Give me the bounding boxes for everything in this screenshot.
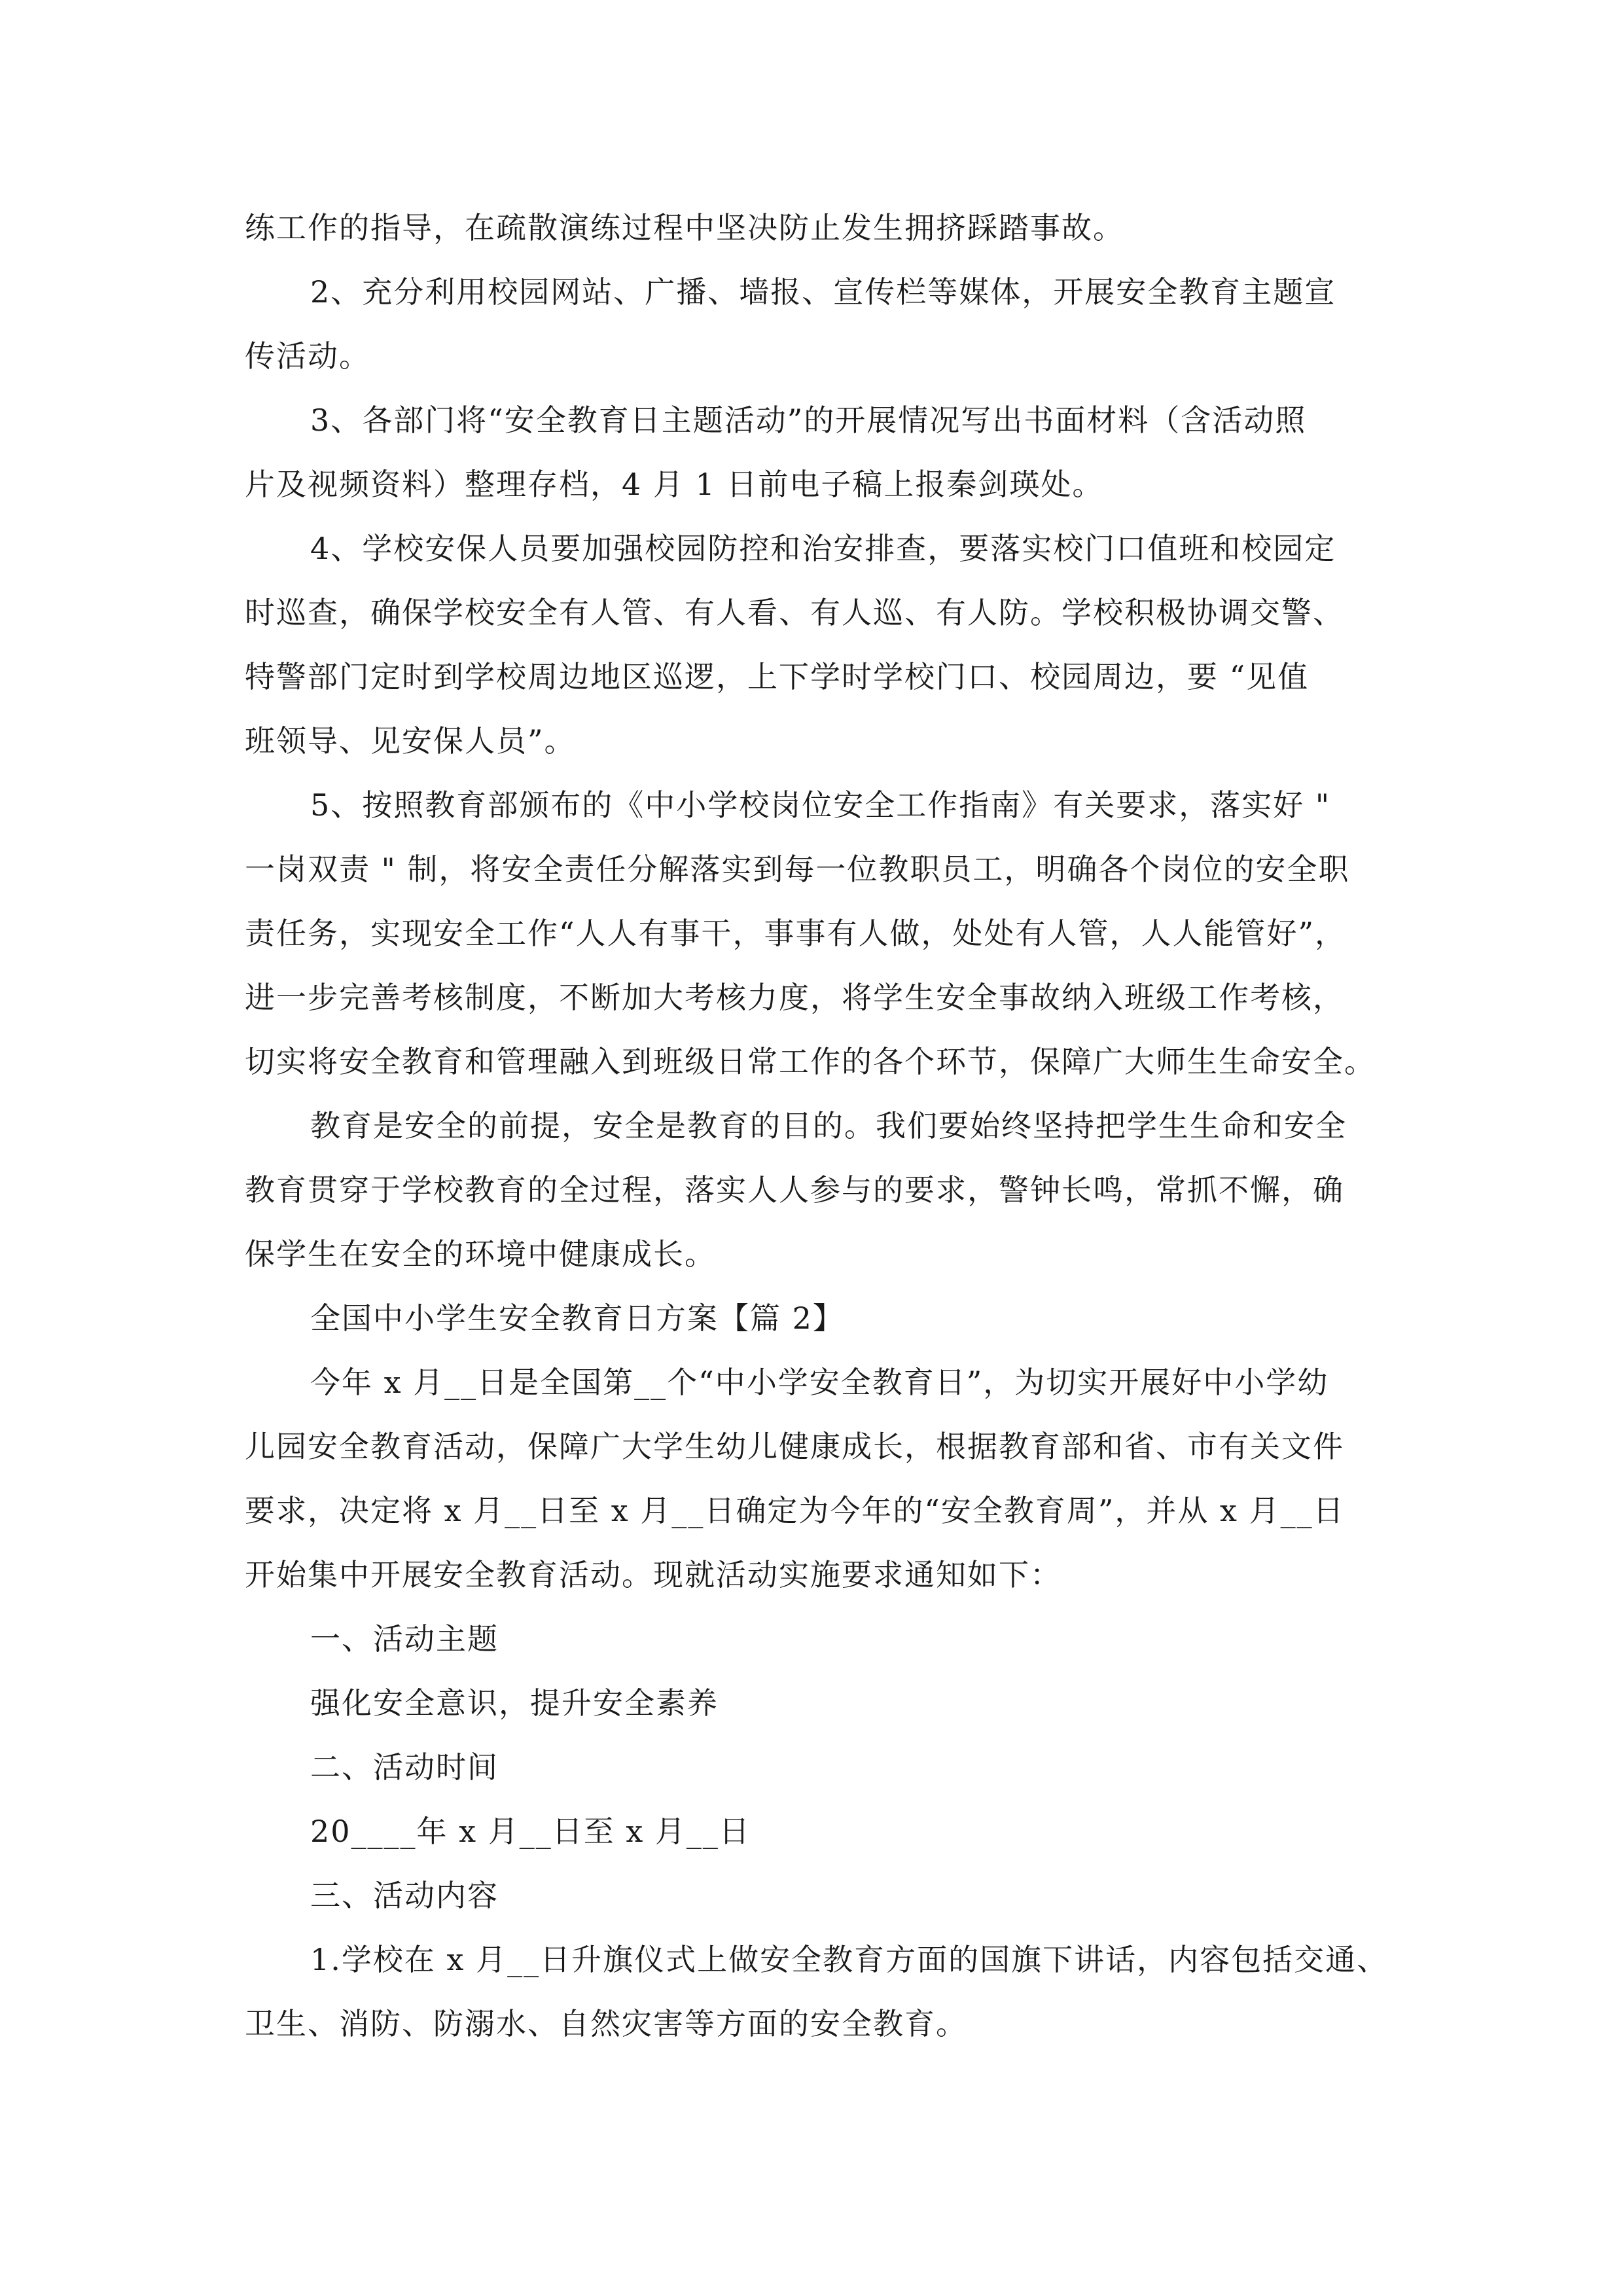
text-line: 班领导、见安保人员”。 xyxy=(245,723,576,759)
text-line: 儿园安全教育活动，保障广大学生幼儿健康成长，根据教育部和省、市有关文件 xyxy=(245,1429,1344,1464)
text-line: 2、充分利用校园网站、广播、墙报、宣传栏等媒体，开展安全教育主题宣 xyxy=(310,274,1336,310)
text-line: 保学生在安全的环境中健康成长。 xyxy=(245,1236,716,1272)
text-line: 卫生、消防、防溺水、自然灾害等方面的安全教育。 xyxy=(245,2006,967,2041)
text-line: 教育贯穿于学校教育的全过程，落实人人参与的要求，警钟长鸣，常抓不懈，确 xyxy=(245,1172,1344,1208)
text-line: 传活动。 xyxy=(245,338,370,374)
subsection-heading: 二、活动时间 xyxy=(310,1749,499,1785)
text-line: 要求，决定将 x 月__日至 x 月__日确定为今年的“安全教育周”，并从 x 月__日 xyxy=(245,1493,1345,1528)
text-line: 4、学校安保人员要加强校园防控和治安排查，要落实校门口值班和校园定 xyxy=(310,531,1336,566)
text-line: 练工作的指导，在疏散演练过程中坚决防止发生拥挤踩踏事故。 xyxy=(245,210,1124,245)
text-line: 责任务，实现安全工作“人人有事干，事事有人做，处处有人管，人人能管好”， xyxy=(245,916,1347,951)
text-line: 今年 x 月__日是全国第__个“中小学安全教育日”，为切实开展好中小学幼 xyxy=(310,1365,1329,1400)
text-line: 5、按照教育部颁布的《中小学校岗位安全工作指南》有关要求，落实好 " xyxy=(310,787,1331,823)
text-line: 教育是安全的前提，安全是教育的目的。我们要始终坚持把学生生命和安全 xyxy=(310,1108,1347,1143)
subsection-heading: 三、活动内容 xyxy=(310,1878,499,1913)
text-line: 20____年 x 月__日至 x 月__日 xyxy=(310,1814,751,1849)
text-line: 片及视频资料）整理存档，4 月 1 日前电子稿上报秦剑瑛处。 xyxy=(245,467,1104,502)
section-heading: 全国中小学生安全教育日方案【篇 2】 xyxy=(310,1300,844,1336)
text-line: 1.学校在 x 月__日升旗仪式上做安全教育方面的国旗下讲话，内容包括交通、 xyxy=(310,1942,1389,1977)
text-line: 开始集中开展安全教育活动。现就活动实施要求通知如下： xyxy=(245,1557,1061,1592)
text-line: 切实将安全教育和管理融入到班级日常工作的各个环节，保障广大师生生命安全。 xyxy=(245,1044,1376,1079)
text-line: 强化安全意识，提升安全素养 xyxy=(310,1685,719,1721)
text-line: 特警部门定时到学校周边地区巡逻，上下学时学校门口、校园周边，要 “见值 xyxy=(245,659,1310,694)
text-line: 一岗双责 " 制，将安全责任分解落实到每一位教职员工，明确各个岗位的安全职 xyxy=(245,852,1350,887)
subsection-heading: 一、活动主题 xyxy=(310,1621,499,1657)
text-line: 进一步完善考核制度，不断加大考核力度，将学生安全事故纳入班级工作考核， xyxy=(245,980,1344,1015)
text-line: 3、各部门将“安全教育日主题活动”的开展情况写出书面材料（含活动照 xyxy=(310,403,1307,438)
text-line: 时巡查，确保学校安全有人管、有人看、有人巡、有人防。学校积极协调交警、 xyxy=(245,595,1344,630)
